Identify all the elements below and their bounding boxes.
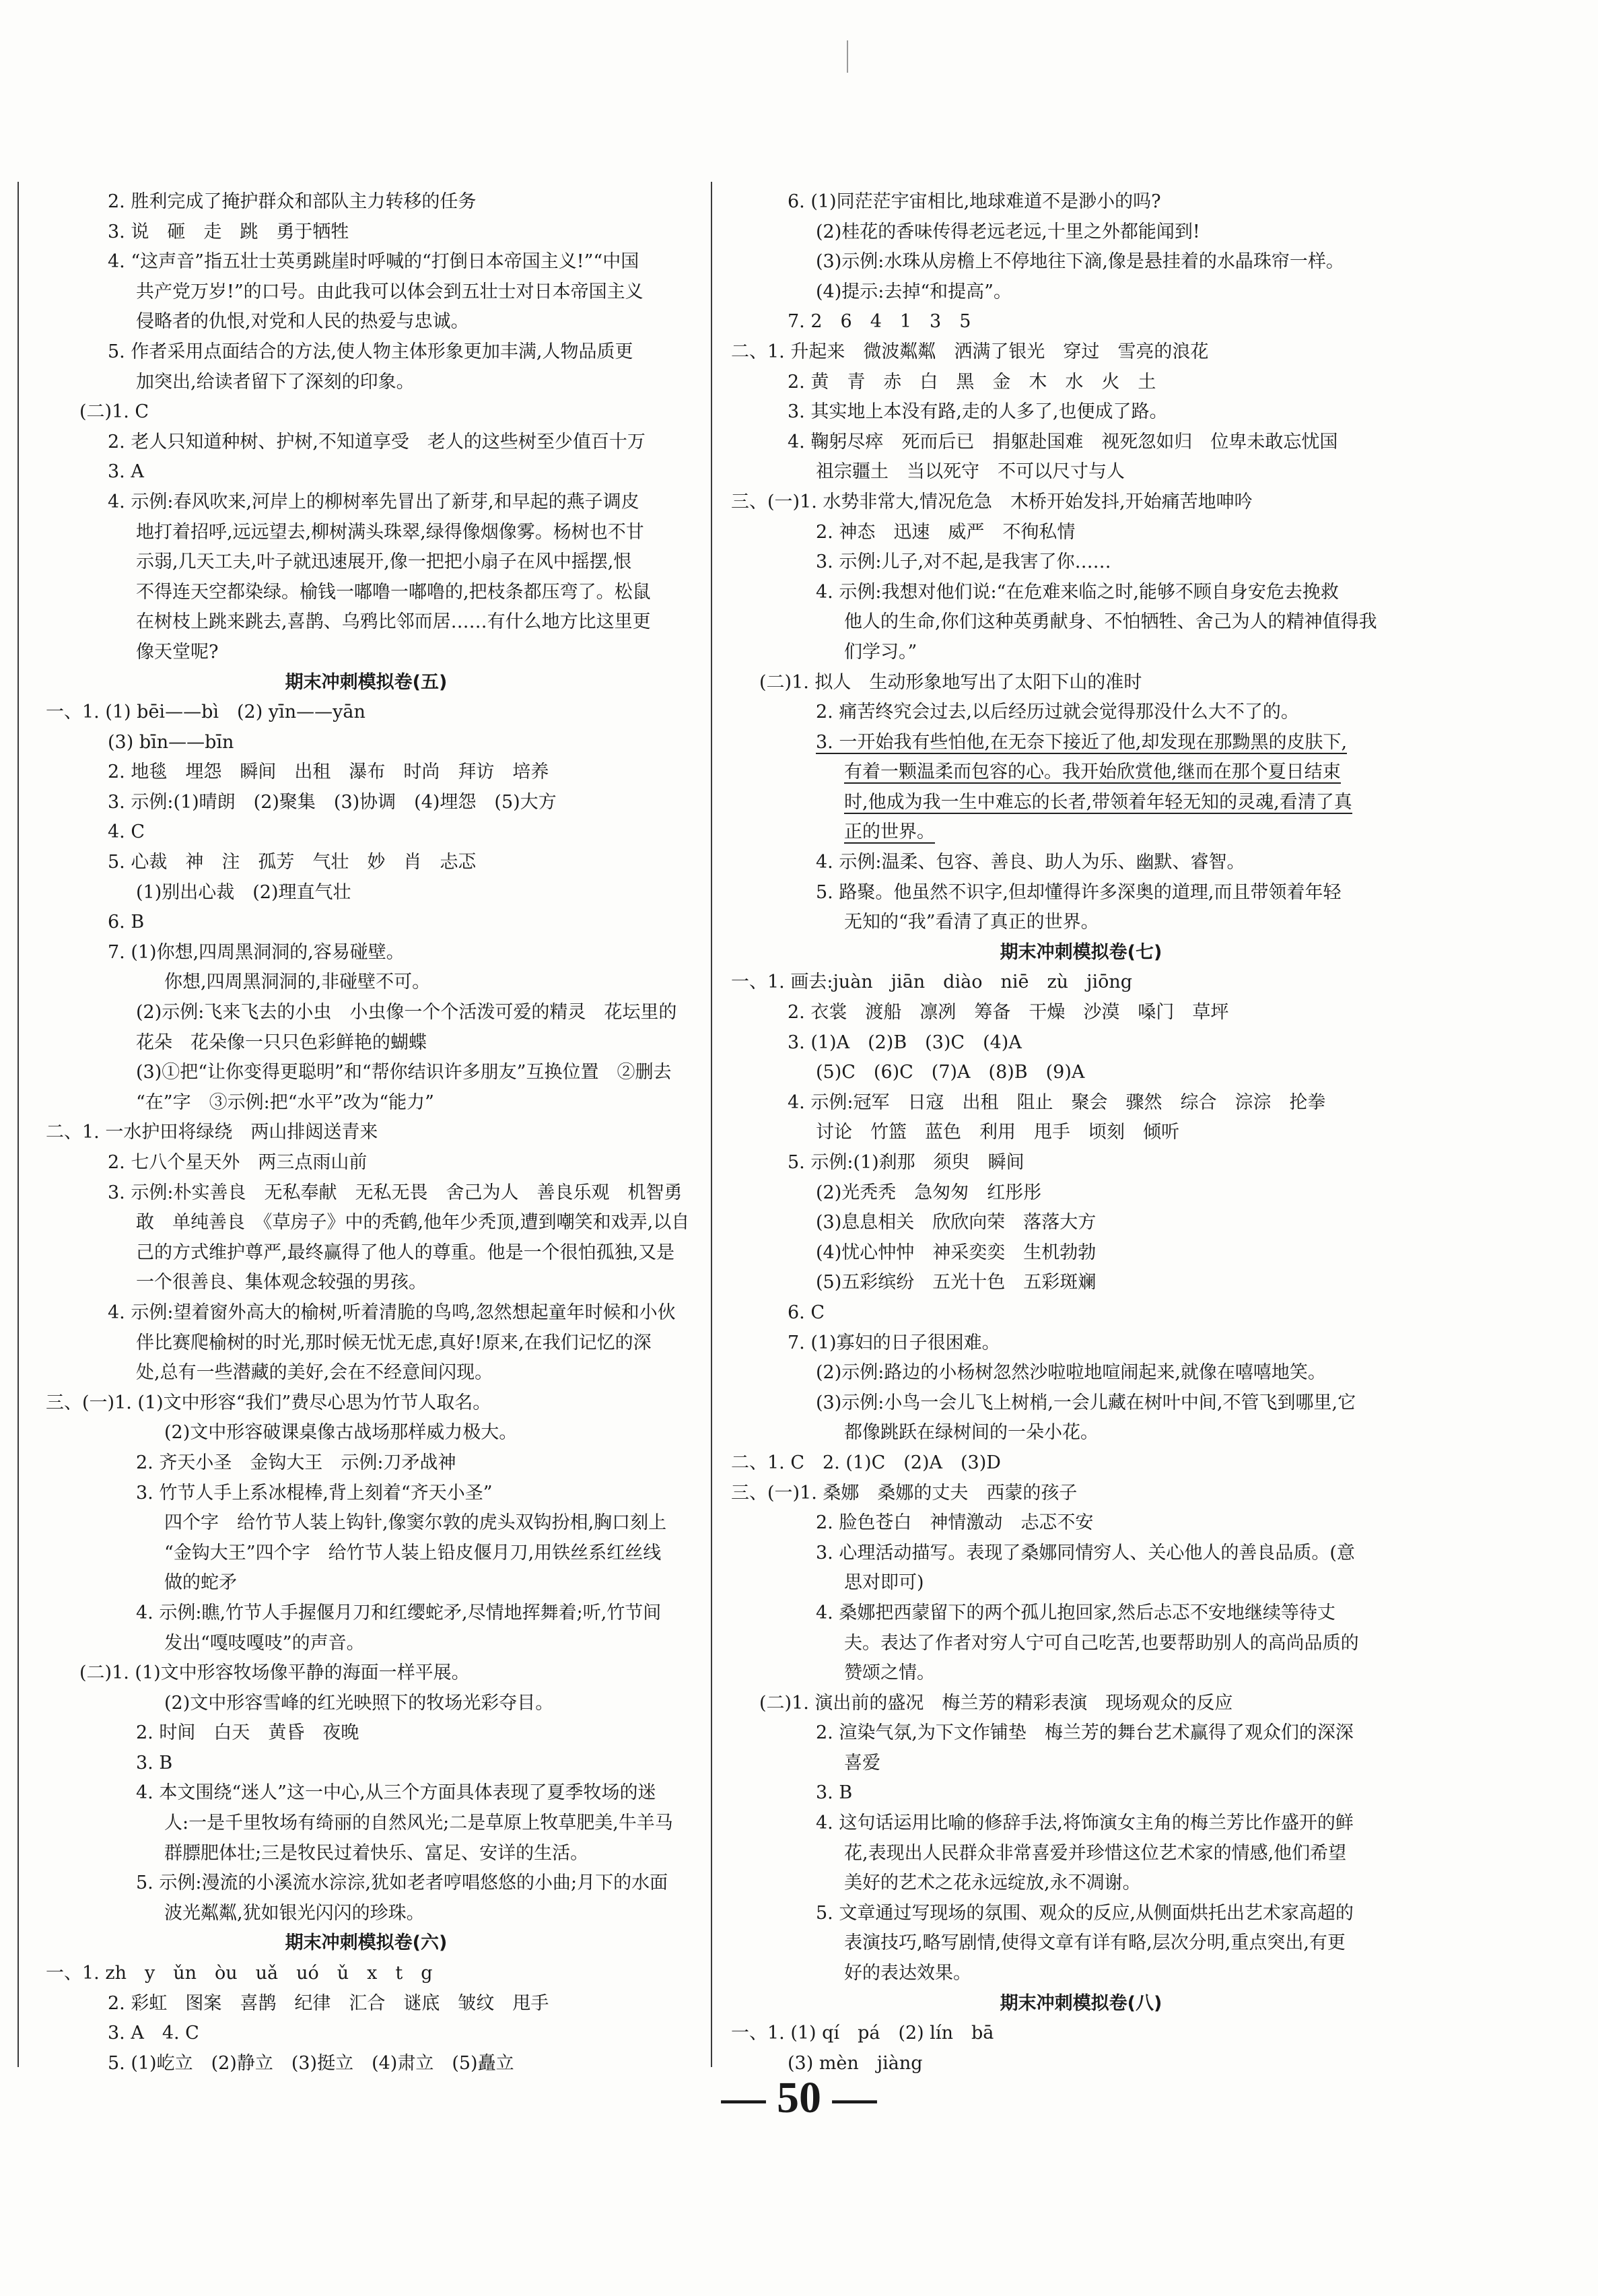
answer-line (23, 698, 709, 728)
answer-text: 4. 示例:春风吹来,河岸上的柳树率先冒出了新芽,和早起的燕子调皮 (108, 491, 639, 512)
answer-line (731, 908, 1431, 938)
section-title (731, 1989, 1431, 2019)
answer-line (23, 518, 709, 548)
answer-line (731, 578, 1431, 608)
answer-line (731, 1689, 1431, 1719)
answer-text: 6. B (108, 912, 145, 933)
answer-text: 5. 文章通过写现场的氛围、观众的反应,从侧面烘托出艺术家高超的 (816, 1902, 1354, 1924)
answer-line (731, 1839, 1431, 1869)
answer-line (731, 547, 1431, 578)
answer-text: 7. 2 6 4 1 3 5 (788, 311, 971, 333)
answer-line (731, 1088, 1431, 1118)
answer-line (23, 307, 709, 337)
answer-line (731, 1868, 1431, 1899)
answer-line (731, 1629, 1431, 1659)
answer-text: (4)提示:去掉“和提高”。 (816, 281, 1012, 302)
answer-text: 7. (1)寡妇的日子很困难。 (788, 1332, 1000, 1353)
answer-line (731, 1388, 1431, 1419)
answer-line (23, 1658, 709, 1689)
right-column (731, 187, 1431, 2079)
answer-text: (二)1. C (79, 401, 149, 423)
left-margin-rule (18, 182, 19, 2067)
answer-line (23, 1388, 709, 1419)
answer-text: 2. 神态 迅速 威严 不徇私情 (816, 521, 1076, 543)
answer-line (731, 1479, 1431, 1509)
answer-text: 你想,四周黑洞洞的,非碰壁不可。 (164, 972, 431, 993)
answer-text: 4. 示例:瞧,竹节人手握偃月刀和红缨蛇矛,尽情地挥舞着;听,竹节间 (136, 1602, 662, 1623)
answer-line (23, 368, 709, 398)
answer-line (23, 1178, 709, 1209)
answer-line (731, 1418, 1431, 1448)
answer-line (731, 817, 1431, 848)
answer-line (23, 247, 709, 277)
answer-text: 三、(一)1. 水势非常大,情况危急 木桥开始发抖,开始痛苦地呻吟 (731, 491, 1253, 512)
answer-line (23, 1268, 709, 1298)
answer-text: 正的世界。 (844, 821, 935, 843)
answer-text: 3. 示例:儿子,对不起,是我害了你…… (816, 551, 1111, 573)
answer-line (23, 1208, 709, 1238)
answer-line (23, 547, 709, 578)
answer-line (731, 1028, 1431, 1058)
answer-text: 期末冲刺模拟卷(八) (1000, 1992, 1162, 2014)
answer-text: 4. 示例:温柔、包容、善良、助人为乐、幽默、睿智。 (816, 852, 1245, 873)
answer-text: 无知的“我”看清了真正的世界。 (844, 912, 1099, 933)
answer-line (731, 878, 1431, 908)
answer-line (23, 187, 709, 217)
answer-text: 6. C (788, 1302, 825, 1323)
answer-text: 时,他成为我一生中难忘的长者,带领着年轻无知的灵魂,看清了真 (844, 791, 1352, 813)
answer-text: 2. 脸色苍白 神情激动 忐忑不安 (816, 1512, 1094, 1534)
answer-line (23, 1989, 709, 2019)
answer-text: 共产党万岁!”的口号。由此我可以体会到五壮士对日本帝国主义 (136, 281, 644, 302)
answer-text: 喜爱 (844, 1752, 880, 1774)
answer-line (23, 1028, 709, 1058)
answer-line (731, 1568, 1431, 1598)
answer-text: (5)五彩缤纷 五光十色 五彩斑斓 (816, 1272, 1097, 1293)
answer-text: 像天堂呢? (136, 641, 219, 663)
answer-text: 4. 鞠躬尽瘁 死而后已 捐躯赴国难 视死忽如归 位卑未敢忘忧国 (788, 431, 1338, 452)
answer-text: 不得连天空都染绿。榆钱一嘟噜一嘟噜的,把枝条都压弯了。松鼠 (136, 581, 651, 603)
answer-text: (2)文中形容破课桌像古战场那样威力极大。 (164, 1422, 518, 1444)
answer-text: 波光粼粼,犹如银光闪闪的珍珠。 (164, 1902, 425, 1924)
column-divider (711, 182, 712, 2067)
answer-line (731, 1959, 1431, 1989)
answer-line (23, 968, 709, 998)
answer-text: 己的方式维护尊严,最终赢得了他人的尊重。他是一个很怕孤独,又是 (136, 1242, 675, 1263)
answer-line (731, 1598, 1431, 1629)
answer-text: 伴比赛爬榆树的时光,那时候无忧无虑,真好!原来,在我们记忆的深 (136, 1332, 652, 1353)
answer-text: (2)文中形容雪峰的红光映照下的牧场光彩夺目。 (164, 1692, 554, 1714)
answer-line (23, 277, 709, 308)
answer-line (23, 1839, 709, 1869)
answer-line (23, 1328, 709, 1359)
answer-text: 3. 其实地上本没有路,走的人多了,也便成了路。 (788, 401, 1168, 423)
page-number-dash-right: — (832, 2073, 877, 2122)
answer-line (23, 1539, 709, 1569)
answer-text: 4. 桑娜把西蒙留下的两个孤儿抱回家,然后忐忑不安地继续等待丈 (816, 1602, 1335, 1623)
answer-line (23, 1899, 709, 1929)
answer-line (23, 638, 709, 668)
answer-line (23, 938, 709, 968)
answer-line (731, 1928, 1431, 1959)
answer-text: 3. 竹节人手上系冰棍棒,背上刻着“齐天小圣” (136, 1482, 493, 1504)
answer-text: 3. B (816, 1782, 853, 1804)
answer-line (23, 878, 709, 908)
answer-line (731, 1238, 1431, 1269)
answer-text: 地打着招呼,远远望去,柳树满头珠翠,绿得像烟像雾。杨树也不甘 (136, 521, 644, 543)
answer-line (731, 428, 1431, 458)
answer-line (731, 1148, 1431, 1178)
answer-text: (二)1. 拟人 生动形象地写出了太阳下山的准时 (759, 671, 1142, 693)
answer-line (731, 1058, 1431, 1088)
answer-line (23, 1809, 709, 1839)
answer-text: 处,总有一些潜藏的美好,会在不经意间闪现。 (136, 1362, 493, 1384)
answer-text: 侵略者的仇恨,对党和人民的热爱与忠诚。 (136, 311, 469, 333)
answer-line (731, 1749, 1431, 1779)
answer-text: 2. 齐天小圣 金钩大王 示例:刀矛战神 (136, 1452, 456, 1473)
answer-text: (3) bīn——bīn (108, 731, 234, 753)
answer-line (731, 788, 1431, 818)
answer-line (731, 487, 1431, 518)
answer-line (731, 1298, 1431, 1328)
answer-text: 4. 这句话运用比喻的修辞手法,将饰演女主角的梅兰芳比作盛开的鲜 (816, 1813, 1354, 1834)
section-title (731, 938, 1431, 968)
answer-text: 2. 七八个星天外 两三点雨山前 (108, 1152, 368, 1173)
answer-text: 2. 胜利完成了掩护群众和部队主力转移的任务 (108, 191, 477, 212)
answer-line (23, 1448, 709, 1479)
answer-line (731, 307, 1431, 337)
answer-line (731, 1178, 1431, 1209)
answer-line (731, 848, 1431, 878)
crop-mark (847, 40, 848, 73)
answer-line (731, 998, 1431, 1028)
answer-text: 2. 衣裳 渡船 凛冽 筹备 干燥 沙漠 嗓门 草坪 (788, 1002, 1229, 1023)
answer-line (23, 1358, 709, 1388)
answer-text: (二)1. 演出前的盛况 梅兰芳的精彩表演 现场观众的反应 (759, 1692, 1233, 1714)
answer-line (23, 998, 709, 1028)
answer-line (731, 2019, 1431, 2049)
answer-line (731, 457, 1431, 487)
page-number (0, 2072, 1598, 2124)
answer-text: 期末冲刺模拟卷(七) (1000, 941, 1162, 963)
left-column (23, 187, 709, 2079)
answer-line (731, 607, 1431, 638)
section-title (23, 668, 709, 698)
answer-line (731, 217, 1431, 248)
answer-text: 做的蛇矛 (164, 1572, 237, 1594)
answer-line (23, 1689, 709, 1719)
answer-text: “金钩大王”四个字 给竹节人装上铅皮偃月刀,用铁丝系红丝线 (164, 1542, 662, 1563)
answer-text: 好的表达效果。 (844, 1963, 971, 1984)
answer-line (23, 757, 709, 788)
answer-line (23, 1298, 709, 1328)
answer-text: 们学习。” (844, 641, 917, 663)
answer-text: 表演技巧,略写剧情,使得文章有详有略,层次分明,重点突出,有更 (844, 1932, 1346, 1954)
answer-line (731, 1899, 1431, 1929)
answer-line (731, 668, 1431, 698)
section-title (23, 1928, 709, 1959)
answer-line (731, 1778, 1431, 1809)
answer-line (731, 1658, 1431, 1689)
answer-line (23, 1868, 709, 1899)
answer-text: 7. (1)你想,四周黑洞洞的,容易碰壁。 (108, 941, 405, 963)
answer-line (23, 487, 709, 518)
answer-text: (5)C (6)C (7)A (8)B (9)A (816, 1062, 1085, 1083)
answer-text: 祖宗疆土 当以死守 不可以尺寸与人 (816, 461, 1125, 483)
answer-line (23, 397, 709, 428)
answer-text: (3) mèn jiàng (788, 2052, 923, 2074)
answer-line (23, 817, 709, 848)
answer-line (731, 757, 1431, 788)
answer-line (23, 217, 709, 248)
answer-line (23, 1749, 709, 1779)
answer-text: 四个字 给竹节人装上钩针,像窦尔敦的虎头双钩扮相,胸口刻上 (164, 1512, 667, 1534)
answer-line (731, 638, 1431, 668)
answer-line (23, 1778, 709, 1809)
answer-line (731, 1508, 1431, 1539)
answer-line (23, 788, 709, 818)
answer-text: 3. B (136, 1752, 173, 1774)
page-number-dash-left: — (721, 2073, 766, 2122)
answer-text: 思对即可) (844, 1572, 924, 1594)
answer-text: 4. 示例:冠军 日寇 出租 阻止 聚会 骤然 综合 淙淙 抡拳 (788, 1091, 1326, 1113)
answer-text: 5. 心裁 神 注 孤芳 气壮 妙 肖 忐忑 (108, 852, 477, 873)
answer-text: 加突出,给读者留下了深刻的印象。 (136, 371, 415, 393)
answer-line (23, 908, 709, 938)
answer-text: 二、1. C 2. (1)C (2)A (3)D (731, 1452, 1001, 1473)
answer-text: 他人的生命,你们这种英勇献身、不怕牺牲、舍己为人的精神值得我 (844, 611, 1377, 633)
answer-text: 一个很善良、集体观念较强的男孩。 (136, 1272, 427, 1293)
answer-line (731, 1268, 1431, 1298)
answer-line (23, 1418, 709, 1448)
answer-text: 讨论 竹篮 蓝色 利用 甩手 顷刻 倾听 (816, 1122, 1179, 1143)
answer-text: (4)忧心忡忡 神采奕奕 生机勃勃 (816, 1242, 1097, 1263)
answer-text: 三、(一)1. 桑娜 桑娜的丈夫 西蒙的孩子 (731, 1482, 1078, 1504)
answer-text: 4. 本文围绕“迷人”这一中心,从三个方面具体表现了夏季牧场的迷 (136, 1782, 656, 1804)
answer-text: 花,表现出人民群众非常喜爱并珍惜这位艺术家的情感,他们希望 (844, 1842, 1347, 1864)
answer-text: 4. 示例:望着窗外高大的榆树,听着清脆的鸟鸣,忽然想起童年时候和小伙 (108, 1302, 676, 1323)
answer-line (23, 578, 709, 608)
answer-text: (2)光秃秃 急匆匆 红彤彤 (816, 1182, 1042, 1203)
answer-line (731, 728, 1431, 758)
answer-line (23, 1088, 709, 1118)
answer-text: 2. 黄 青 赤 白 黑 金 木 水 火 土 (788, 371, 1156, 393)
answer-text: (3)①把“让你变得更聪明”和“帮你结识许多朋友”互换位置 ②删去 (136, 1062, 672, 1083)
answer-line (731, 1809, 1431, 1839)
answer-line (23, 2019, 709, 2049)
answer-line (731, 518, 1431, 548)
answer-line (731, 368, 1431, 398)
answer-text: 一、1. (1) bēi——bì (2) yīn——yān (46, 702, 366, 723)
answer-text: 都像跳跃在绿树间的一朵小花。 (844, 1422, 1099, 1444)
answer-text: “在”字 ③示例:把“水平”改为“能力” (136, 1091, 434, 1113)
answer-line (23, 428, 709, 458)
answer-text: 二、1. 升起来 微波粼粼 洒满了银光 穿过 雪亮的浪花 (731, 341, 1209, 362)
answer-text: 3. (1)A (2)B (3)C (4)A (788, 1032, 1022, 1053)
answer-text: (3)息息相关 欣欣向荣 落落大方 (816, 1212, 1097, 1234)
answer-text: 5. 示例:漫流的小溪流水淙淙,犹如老者哼唱悠悠的小曲;月下的水面 (136, 1872, 668, 1894)
answer-line (731, 397, 1431, 428)
answer-text: (3)示例:小鸟一会儿飞上树梢,一会儿藏在树叶中间,不管飞到哪里,它 (816, 1392, 1356, 1413)
answer-text: 在树枝上跳来跳去,喜鹊、乌鸦比邻而居……有什么地方比这里更 (136, 611, 651, 633)
answer-text: 4. C (108, 821, 145, 843)
answer-text: 3. 示例:朴实善良 无私奉献 无私无畏 舍己为人 善良乐观 机智勇 (108, 1182, 683, 1203)
answer-line (731, 1718, 1431, 1749)
answer-line (23, 1629, 709, 1659)
answer-text: 3. 心理活动描写。表现了桑娜同情穷人、关心他人的善良品质。(意 (816, 1542, 1355, 1563)
answer-text: 夫。表达了作者对穷人宁可自己吃苦,也要帮助别人的高尚品质的 (844, 1632, 1359, 1654)
answer-text: 敢 单纯善良 《草房子》中的秃鹤,他年少秃顶,遭到嘲笑和戏弄,以自 (136, 1212, 690, 1234)
answer-line (731, 1539, 1431, 1569)
answer-line (23, 1718, 709, 1749)
answer-line (731, 1118, 1431, 1148)
answer-text: 3. 示例:(1)晴朗 (2)聚集 (3)协调 (4)埋怨 (5)大方 (108, 791, 557, 813)
answer-text: 花朵 花朵像一只只色彩鲜艳的蝴蝶 (136, 1032, 427, 1053)
answer-text: 2. 痛苦终究会过去,以后经历过就会觉得那没什么大不了的。 (816, 702, 1299, 723)
answer-line (23, 1568, 709, 1598)
answer-text: 3. 说 砸 走 跳 勇于牺牲 (108, 221, 349, 242)
answer-text: 2. 彩虹 图案 喜鹊 纪律 汇合 谜底 皱纹 甩手 (108, 1992, 549, 2014)
answer-line (23, 1238, 709, 1269)
answer-text: 3. A (108, 461, 144, 483)
answer-line (731, 1448, 1431, 1479)
answer-text: 示弱,几天工夫,叶子就迅速展开,像一把把小扇子在风中摇摆,恨 (136, 551, 632, 573)
answer-text: 群膘肥体壮;三是牧民过着快乐、富足、安详的生活。 (164, 1842, 589, 1864)
answer-text: (2)桂花的香味传得老远老远,十里之外都能闻到! (816, 221, 1200, 242)
answer-text: 三、(一)1. (1)文中形容“我们”费尽心思为竹节人取名。 (46, 1392, 491, 1413)
answer-text: 期末冲刺模拟卷(六) (285, 1932, 448, 1954)
answer-line (731, 277, 1431, 308)
answer-line (23, 337, 709, 368)
answer-line (23, 728, 709, 758)
answer-text: 一、1. (1) qí pá (2) lín bā (731, 2023, 994, 2044)
answer-text: 2. 时间 白天 黄昏 夜晚 (136, 1722, 359, 1744)
answer-text: 5. 作者采用点面结合的方法,使人物主体形象更加丰满,人物品质更 (108, 341, 633, 362)
answer-line (731, 968, 1431, 998)
answer-line (23, 848, 709, 878)
answer-text: 4. 示例:我想对他们说:“在危难来临之时,能够不顾自身安危去挽救 (816, 581, 1339, 603)
answer-line (731, 1328, 1431, 1359)
answer-line (23, 1959, 709, 1989)
answer-text: 人:一是千里牧场有绮丽的自然风光;二是草原上牧草肥美,牛羊马 (164, 1813, 673, 1834)
answer-line (23, 1479, 709, 1509)
answer-line (23, 1598, 709, 1629)
answer-text: 一、1. 画去:juàn jiān diào niē zù jiōng (731, 972, 1133, 993)
answer-text: 赞颂之情。 (844, 1662, 935, 1684)
answer-text: (2)示例:飞来飞去的小虫 小虫像一个个活泼可爱的精灵 花坛里的 (136, 1002, 677, 1023)
answer-text: 5. 示例:(1)刹那 须臾 瞬间 (788, 1152, 1024, 1173)
answer-text: 4. “这声音”指五壮士英勇跳崖时呼喊的“打倒日本帝国主义!”“中国 (108, 251, 639, 273)
answer-line (731, 337, 1431, 368)
answer-text: 3. A 4. C (108, 2023, 199, 2044)
answer-text: 5. (1)屹立 (2)静立 (3)挺立 (4)肃立 (5)矗立 (108, 2052, 514, 2074)
answer-text: 一、1. zh y ǔn òu uǎ uó ǔ x t g (46, 1963, 433, 1984)
answer-line (731, 187, 1431, 217)
answer-line (23, 607, 709, 638)
answer-text: 二、1. 一水护田将绿绕 两山排闼送青来 (46, 1122, 378, 1143)
answer-line (23, 1148, 709, 1178)
answer-text: 有着一颗温柔而包容的心。我开始欣赏他,继而在那个夏日结束 (844, 762, 1341, 783)
answer-text: 2. 渲染气氛,为下文作铺垫 梅兰芳的舞台艺术赢得了观众们的深深 (816, 1722, 1354, 1744)
answer-text: (2)示例:路边的小杨树忽然沙啦啦地喧闹起来,就像在嘻嘻地笑。 (816, 1362, 1326, 1384)
answer-text: (3)示例:水珠从房檐上不停地往下滴,像是悬挂着的水晶珠帘一样。 (816, 251, 1344, 273)
answer-text: 美好的艺术之花永远绽放,永不凋谢。 (844, 1872, 1141, 1894)
answer-text: (二)1. (1)文中形容牧场像平静的海面一样平展。 (79, 1662, 470, 1684)
answer-line (23, 1118, 709, 1148)
answer-line (23, 457, 709, 487)
answer-line (731, 247, 1431, 277)
answer-text: 2. 地毯 埋怨 瞬间 出租 瀑布 时尚 拜访 培养 (108, 762, 549, 783)
answer-text: 3. 一开始我有些怕他,在无奈下接近了他,却发现在那黝黑的皮肤下, (816, 731, 1348, 753)
answer-text: 2. 老人只知道种树、护树,不知道享受 老人的这些树至少值百十万 (108, 431, 646, 452)
answer-line (23, 1058, 709, 1088)
answer-text: (1)别出心裁 (2)理直气壮 (136, 881, 351, 903)
answer-text: 发出“嘎吱嘎吱”的声音。 (164, 1632, 365, 1654)
answer-text: 期末冲刺模拟卷(五) (285, 671, 448, 693)
answer-text: 6. (1)同茫茫宇宙相比,地球难道不是渺小的吗? (788, 191, 1161, 212)
page-number-value: 50 (777, 2073, 821, 2122)
answer-line (731, 698, 1431, 728)
answer-line (23, 1508, 709, 1539)
answer-line (731, 1208, 1431, 1238)
answer-line (731, 1358, 1431, 1388)
answer-text: 5. 路聚。他虽然不识字,但却懂得许多深奥的道理,而且带领着年轻 (816, 881, 1342, 903)
